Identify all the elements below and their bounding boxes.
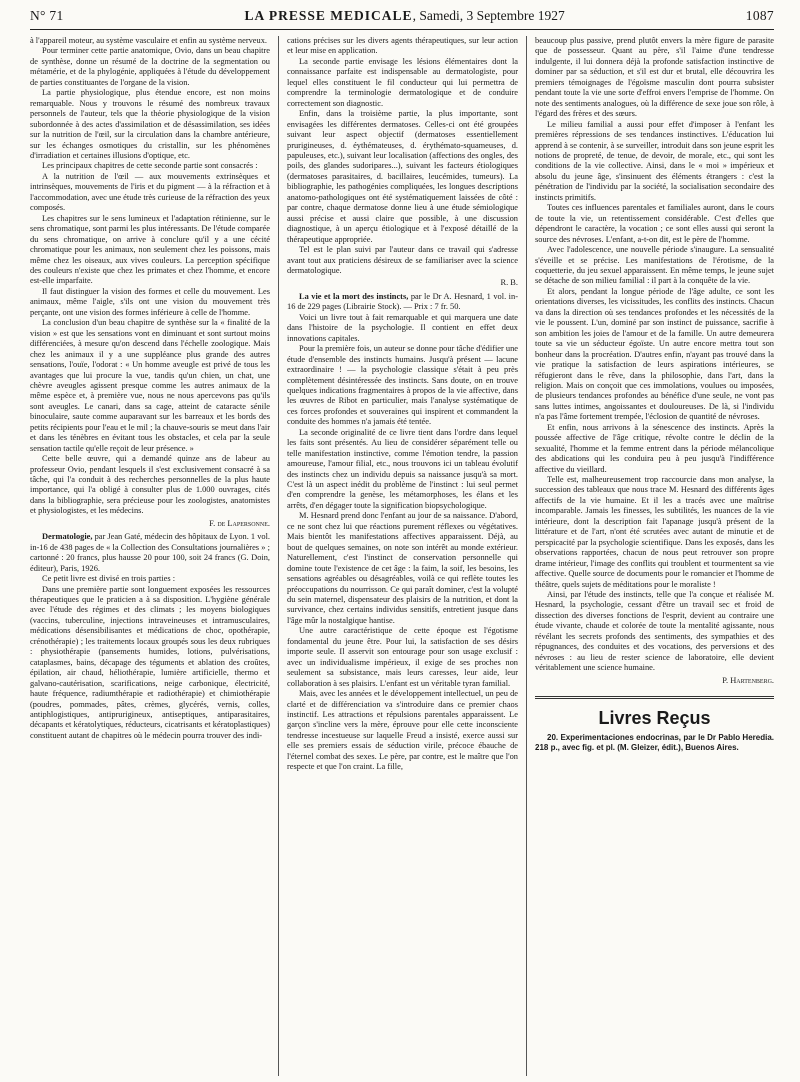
books-received-heading: Livres Reçus	[598, 708, 711, 729]
paragraph: Ce petit livre est divisé en trois parties :	[42, 574, 176, 584]
review-title: Dermatologie,	[42, 532, 93, 542]
paragraph: Voici un livre tout à fait remarquable et qui marquera une date dans l'histoire de la psychologie. Il contient en effet deux innovations capitales.	[287, 312, 518, 343]
text-columns	[30, 36, 774, 1076]
paragraph: Il faut distinguer la vision des formes et celle du mouvement. Les animaux, même l'aigle, s'ils ont une vision du mouvement très perçante, ont une vision des formes inférieure à celle de l'homme.	[30, 286, 270, 317]
paragraph: La seconde originalité de ce livre tient dans l'ordre dans lequel les faits sont présentés. Au lieu de considérer séparément telle ou telle manifestation instinctive, comme l'émotion tendre, la passion amoureuse, l'amour filial, etc., nous trouvons ici un tableau évolutif des instincts chez un individu depuis sa naissance jusqu'à sa mort. C'est là un aspect inédit du problème de l'instinct : lui seul permet d'en comprendre la genèse, les métamorphoses, les élans et les arrêts, d'en dégager toute la signification biopsychologique.	[287, 427, 518, 510]
journal-masthead	[245, 8, 565, 24]
page-header	[30, 0, 774, 30]
review-heading	[30, 532, 270, 574]
paragraph: Mais, avec les années et le développement intellectuel, un peu de clarté et de différenciation va s'introduire dans ce premier chaos instinctif. Les attractions et répulsions parentales apparaissent. Le garçon s'incline vers la mère, éprouve pour elle cette inconsciente tendresse incestueuse sur laquelle Freud a insisté, exerce aussi sur elle ses premiers essais de séduction virile, précoce ébauche de l'éternel combat des sexes. Le père, par contre, est le maître que l'on respecte et que l'on craint. La fille,	[287, 689, 518, 772]
signature: R. B.	[500, 278, 518, 288]
paragraph: Le milieu familial a aussi pour effet d'imposer à l'enfant les premières répressions de ses tendances instinctives. L'éducation lui apprend à se contenir, à se surveiller, introduit dans son jeune esprit les notions de propreté, de tenue, de devoir, de morale, etc., qui sont les conditions de la vie collective. Ainsi, dans le « moi » impérieux et absolu du jeune âge, s'insinuent des éléments étrangers : c'est la pénétration de l'individu par la société, la socialisation secondaire des instincts primitifs.	[535, 119, 774, 202]
section-divider	[535, 696, 774, 701]
column-1	[30, 36, 278, 1076]
paragraph: Telle est, malheureusement trop raccourcie dans mon analyse, la succession des tableaux que nous trace M. Hesnard des différents âges affectifs de la vie humaine. Et il les a tracés avec une maîtrise incomparable. Jamais les finesses, les subtilités, les nuances de la vie intérieure, dont la description fait l'apanage jusqu'à présent de la littérature et de l'art, n'ont été scrutées avec autant de minutie et de perspicacité par la psychologie scientifique. Dans les exposés, dans les observations rapportées, chacun de nous peut retrouver son propre drame intérieur, l'image des conflits qui troublent et tourmentent sa vie affective. Quelle source de documents pour le romancier et l'homme de théâtre, quels sujets de méditations pour le moraliste !	[535, 475, 774, 589]
paragraph: A la nutrition de l'œil — aux mouvements extrinsèques et intrinsèques, mouvements de l'iris et du pigment — à la réfraction et à l'accommodation, avec une étude très curieuse de la réfraction des yeux composés.	[30, 171, 270, 213]
paragraph: La conclusion d'un beau chapitre de synthèse sur la « finalité de la vision » est que les sensations vont en diminuant et sont surtout moins différenciées, à mesure qu'on descend dans l'échelle zoologique. Mais chez les animaux il y a une suppléance plus grande des autres sensations, l'ouïe, l'odorat : « Un homme aveugle est privé de tous les avantages que lui procure la vue, tandis qu'un chien, un chat, une chèvre aveugles agissent presque comme les autres animaux de la même espèce et, à première vue, nous ne nous apercevons pas qu'ils sont aveugles. Le canari, dans sa cage, atteint de cataracte sénile binoculaire, saute comme auparavant sur les barreaux et les bords des petits récipients pour l'eau et le mil ; la chauve-souris se meut dans l'air et dans les ténèbres en évitant tous les obstacles, et cela par la seule sensation tactile qu'elle reçoit de leur présence. »	[30, 318, 270, 453]
column-3	[526, 36, 774, 1076]
paragraph: Pour la première fois, un auteur se donne pour tâche d'édifier une étude d'ensemble des instincts humains. Jusqu'à présent — lacune extraordinaire ! — la psychologie classique s'était à peu près complètement désintéressée des instincts. Sans doute, on en trouve quelques indications fragmentaires à propos de la vie affective, dans les œuvres de Ribot en particulier, mais l'analyse systématique de ces forces profondes et souveraines qui inspirent et commandent la conduite des hommes n'a jamais été tentée.	[287, 344, 518, 427]
column-2	[278, 36, 526, 1076]
paragraph: Dans une première partie sont longuement exposées les ressources thérapeutiques que le praticien a à sa disposition. L'hygiène générale avec l'étude des régimes et des climats ; les moyens biologiques (vaccins, tuberculine, injections intraveineuses et intramusculaires, médications désensibilisantes et médications de choc, opothérapie, crénothérapie) ; les traitements locaux groupés sous les deux rubriques : physiothérapie (pansements humides, lotions, pulvérisations, cataplasmes, bains, décapage des téguments et ablation des croûtes, épilation, air chaud, héliothérapie, lumière artificielle, thermo et galvano-cautérisation, scarifications, neige carbonique, électricité, haute fréquence, radiumthérapie et radiothérapie) et chimiothérapie (poudres, pommades, pâtes, crèmes, glycérés, vernis, colles, antiphlogistiques, antiprurigineux, antiseptiques, antiparasitaires, décapants et kératolytiques, réducteurs, cicatrisants et kératoplastiques) constituent autant de chapitres où le médecin pourra trouver des indi-	[30, 584, 270, 740]
review-heading	[287, 292, 518, 313]
paragraph: Pour terminer cette partie anatomique, Ovio, dans un beau chapitre de synthèse, donne un résumé de la doctrine de la segmentation ou métamérie, et de la phylogénie, appliquées à l'étude du développement de parties constituantes de l'organe de la vision.	[30, 46, 270, 87]
book-entry: 20. Experimentaciones endocrinas, par le Dr Pablo Heredia. 218 p., avec fig. et pl. (M. Gleizer, édit.), Buenos Aires.	[535, 733, 774, 753]
paragraph: beaucoup plus passive, prend plutôt envers la mère figure de parasite que de possesseur. Quant au père, s'il l'aime d'une tendresse indulgente, il lui donnera déjà la profonde satisfaction instinctive de dominer par sa séduction, et s'il est dur et brutal, elle découvrira les premiers témoignages de l'égoïsme masculin dont pourra subsister pendant toute la vie une sorte d'effroi envers l'emprise de l'homme. On note des sentiments analogues, où la différence de sexe joue son rôle, à l'égard des frères et des sœurs.	[535, 36, 774, 119]
paragraph: Avec l'adolescence, une nouvelle période s'inaugure. La sensualité s'éveille et se précise. Les manifestations de l'érotisme, de la coquetterie, du jeu sexuel apparaissent. En même temps, le jeune sujet se détache de son milieu familial : il part à la conquête de la vie.	[535, 245, 774, 286]
paragraph: Tel est le plan suivi par l'auteur dans ce travail qui s'adresse avant tout aux praticiens désireux de se familiariser avec la science dermatologique.	[287, 245, 518, 275]
paragraph: Ainsi, par l'étude des instincts, telle que l'a conçue et réalisée M. Hesnard, la psychologie, cessant d'être un travail sec et froid de dissection des diverses fonctions de l'esprit, devient au contraire une étude vivante, chaude et colorée de toute la mentalité agissante, nous révélant les secrets profonds des sentiments, des sympathies et des répugnances, des conduites et des vocations, des perversions et des névroses : au lieu de rester science de laboratoire, elle devient véritablement une science humaine.	[535, 590, 774, 673]
paragraph: Les chapitres sur le sens lumineux et l'adaptation rétinienne, sur le sens chromatique, sont parmi les plus intéressants. De l'étude comparée du sens chromatique, on arrive à conclure qu'il y a une cécité chromatique pour les animaux, non seulement chez les poissons, mais même chez les oiseaux, aux vives couleurs. La perception spécifique des couleurs n'existe que chez les primates et chez l'homme, et encore est-elle imparfaite.	[30, 213, 270, 286]
review-meta: par Jean Gaté, médecin des hôpitaux de Lyon. 1 vol. in-16 de 438 pages de « la Collection des Consultations journalières » ; cartonné : 20 francs, plus hausse 20 pour 100, soit 24 francs (G. Doin, éditeur), Paris, 1926.	[30, 532, 270, 573]
journal-title: LA PRESSE MEDICALE	[244, 8, 413, 23]
issue-number: N° 71	[30, 8, 64, 23]
paragraph: à l'appareil moteur, au système vasculaire et enfin au système nerveux.	[30, 36, 267, 45]
paragraph: Les principaux chapitres de cette seconde partie sont consacrés :	[42, 161, 258, 171]
paragraph: Et enfin, nous arrivons à la sénescence des instincts. Après la poussée affective de l'âge critique, révolte contre le déclin de la sexualité, l'homme et la femme entrent dans la période mélancolique des abdications qui les conduira peu à peu jusqu'à l'indifférence affective du vieillard.	[535, 422, 774, 474]
paragraph: Une autre caractéristique de cette époque est l'égotisme fondamental du jeune être. Pour lui, la satisfaction de ses désirs importe seule. Il asservit son entourage pour son usage exclusif : avec un individualisme impérieux, il exige de ses proches non seulement sa subsistance, mais leurs caresses, leur aide, leur collaboration à ses plaisirs. L'enfant est un véritable tyran familial.	[287, 626, 518, 688]
review-meta: par le Dr A. Hesnard, 1 vol. in-16 de 229 pages (Librairie Stock). — Prix : 7 fr. 50.	[287, 291, 518, 312]
paragraph: Toutes ces influences parentales et familiales auront, dans le cours de toute la vie, un retentissement considérable. C'est d'elles que dépendront le caractère, la vocation ; ce sont elles aussi qui seront la source des névroses. L'enfant, a-t-on dit, est le père de l'homme.	[535, 203, 774, 244]
paragraph: M. Hesnard prend donc l'enfant au jour de sa naissance. D'abord, ce ne sont chez lui que réactions purement réflexes ou végétatives. Mais bientôt les manifestations affectives apparaissent. Déjà, au bout de quelques semaines, on note son intérêt au monde extérieur. Naturellement, c'est l'instinct de conservation personnelle qui domine toute l'existence de cet âge : la faim, la soif, les besoins, les sensations agréables ou désagréables, voilà ce qui reflète toutes les préoccupations du nourrisson. Ce qui paraît dominer, c'est la volupté du sein maternel, dispensateur des plaisirs de la nutrition, et dont la survivance, chez certains individus sensitifs, entretient jusque dans l'âge mûr la nostalgique hantise.	[287, 511, 518, 625]
paragraph: La partie physiologique, plus étendue encore, est non moins remarquable. Nous y trouvons le résumé des nombreux travaux personnels de l'auteur, tels que la théorie physiologique de la vision subordonnée à des actes d'assimilation et de désassimilation, ses idées sur la nutrition de l'œil, sur la circulation dans la chambre antérieure, sur les échanges osmotiques du cristallin, sur les phénomènes d'irradiation et certaines illusions d'optique, etc.	[30, 88, 270, 160]
review-title: La vie et la mort des instincts,	[299, 291, 409, 301]
signature: P. Hartenberg.	[722, 675, 774, 685]
paragraph: cations précises sur les divers agents thérapeutiques, sur leur action et leur mise en application.	[287, 36, 518, 56]
paragraph: Enfin, dans la troisième partie, la plus importante, sont envisagées les différentes dermatoses. Celles-ci ont été groupées suivant leur aspect objectif (dermatoses essentiellement prurigineuses, d. éythémateuses, d. érythémato-squameuses, d. papuleuses, etc.), suivant leur localisation (affections des ongles, des poils, des glandes sudoripares...), suivant les facteurs étiologiques (dermatoses parasitaires, d. bacillaires, leucémides, tumeurs). La bibliographie, les pathogénies compliquées, les longues descriptions anatomo-pathologiques ont été systématiquement laissées de côté : par contre, chaque dermatose donne lieu à une étude sémiologique aussi précise et aussi claire que possible, à une discussion diagnostique, à un aperçu étiologique et à l'exposé détaillé de la thérapeutique appropriée.	[287, 109, 518, 244]
paragraph: Et alors, pendant la longue période de l'âge adulte, ce sont les orientations diverses, les vicissitudes, les conflits des instincts. Chacun va dans la direction où ses tendances profondes et les nécessités de la vie le poussent. L'un, dominé par son instinct de puissance, sacrifie à son ambition les joies de l'amour et de la famille. Un autre demeurera toute sa vie un séducteur égoïste. Un autre encore mettra tout son bonheur dans la procréation. D'autres enfin, n'ayant pas trouvé dans la vie pratique la satisfaction de leurs aspirations intérieures, se réfugieront dans le rêve, dans la philosophie, dans l'art, dans la religion. Mais on conçoit que ces immolations, voulues ou imposées, de plusieurs tendances profondes au bénéfice d'une seule, ne vont pas sans luttes intimes, angoissantes et douloureuses. De là, si l'individu n'a pas l'âme fortement trempée, l'éclosion de quantité de névroses.	[535, 286, 774, 422]
issue-date: , Samedi, 3 Septembre 1927	[412, 8, 565, 23]
signature: F. de Lapersonne.	[209, 518, 270, 528]
paragraph: La seconde partie envisage les lésions élémentaires dont la connaissance parfaite est indispensable au dermatologiste, pour lequel elles constituent le fil conducteur qui lui permettra de comprendre la terminologie dermatologique et de conduire correctement son diagnostic.	[287, 56, 518, 108]
page-number: 1087	[745, 8, 774, 23]
paragraph: Cette belle œuvre, qui a demandé quinze ans de labeur au professeur Ovio, pendant lesquels il s'est exclusivement consacré à sa tâche, qui l'a conduit à des recherches personnelles de la plus haute importance, qui l'a obligé à consulter plus de 1.000 ouvrages, cités dans la bibliographie, sera précieuse pour les zoologistes, anatomistes et physiologistes, et les médecins.	[30, 454, 270, 516]
